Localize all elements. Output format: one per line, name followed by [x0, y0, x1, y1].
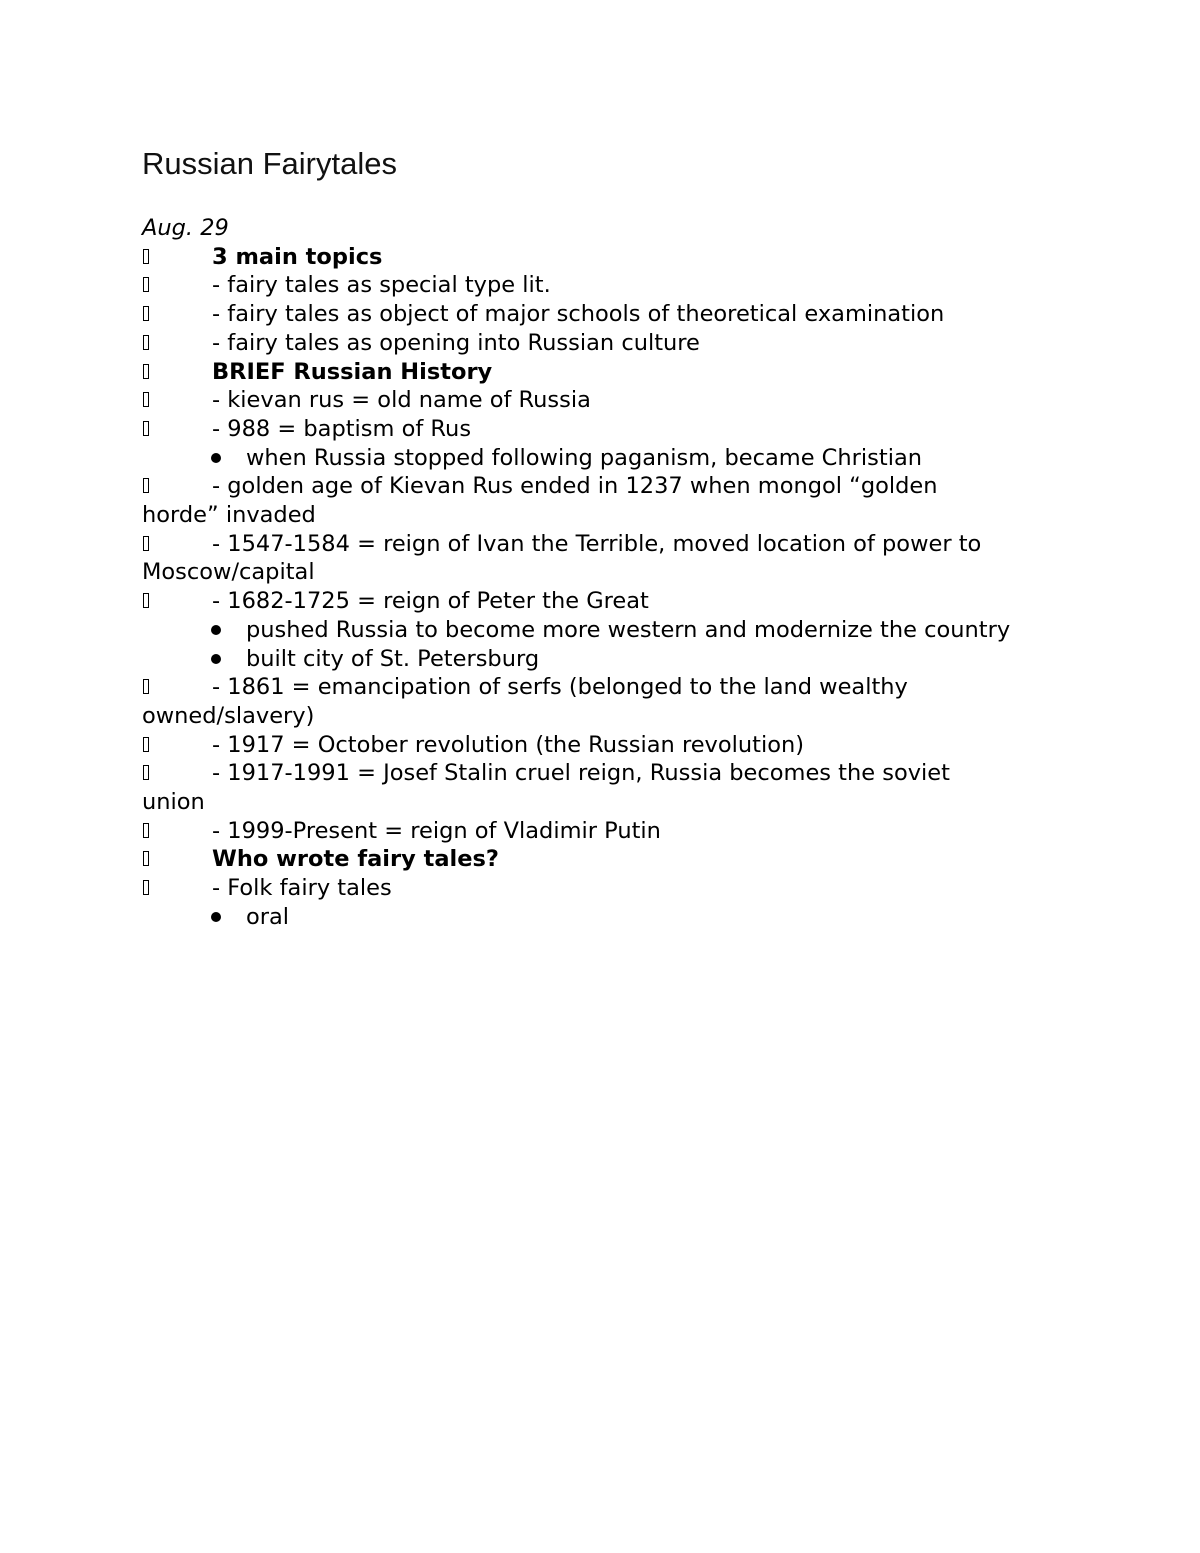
- note-line: [142, 300, 1062, 329]
- note-text-continuation: owned/slavery): [142, 702, 315, 729]
- note-text: - 1917-1991 = Josef Stalin cruel reign, Russia becomes the soviet: [212, 760, 950, 787]
- note-line: [142, 415, 1062, 444]
- box-glyph-icon: [142, 358, 154, 387]
- note-text: - fairy tales as opening into Russian culture: [212, 329, 700, 356]
- note-line: [142, 817, 1062, 846]
- date-line: Aug. 29: [142, 215, 229, 241]
- box-glyph-icon: [142, 386, 154, 415]
- document-title: Russian Fairytales: [142, 146, 397, 181]
- bullet-dot-icon: [211, 625, 221, 635]
- note-line: [142, 472, 1062, 529]
- note-line: [142, 329, 1062, 358]
- note-text-continuation: horde” invaded: [142, 502, 316, 529]
- box-glyph-icon: [142, 271, 154, 300]
- bullet-line: [142, 903, 1062, 932]
- bullet-line: [142, 645, 1062, 674]
- note-line: [142, 759, 1062, 816]
- box-glyph-icon: [142, 673, 154, 702]
- box-glyph-icon: [142, 243, 154, 272]
- note-line: [142, 731, 1062, 760]
- box-glyph-icon: [142, 759, 154, 788]
- box-glyph-icon: [142, 472, 154, 501]
- box-glyph-icon: [142, 587, 154, 616]
- note-text: - 1861 = emancipation of serfs (belonged to the land wealthy: [212, 674, 908, 701]
- bullet-line: [142, 444, 1062, 473]
- note-line: [142, 358, 1062, 387]
- note-text: - 1917 = October revolution (the Russian revolution): [212, 731, 805, 758]
- section-heading: 3 main topics: [212, 243, 383, 270]
- bullet-text: oral: [246, 903, 290, 930]
- section-heading: BRIEF Russian History: [212, 358, 493, 385]
- bullet-dot-icon: [211, 453, 221, 463]
- note-text-continuation: Moscow/capital: [142, 559, 315, 586]
- bullet-text: when Russia stopped following paganism, became Christian: [246, 444, 922, 471]
- bullet-text: built city of St. Petersburg: [246, 645, 540, 672]
- note-text: - fairy tales as object of major schools of theoretical examination: [212, 301, 945, 328]
- note-line: [142, 673, 1062, 730]
- note-line: [142, 271, 1062, 300]
- note-text: - 1547-1584 = reign of Ivan the Terrible, moved location of power to: [212, 530, 982, 557]
- box-glyph-icon: [142, 731, 154, 760]
- note-line: [142, 587, 1062, 616]
- box-glyph-icon: [142, 329, 154, 358]
- note-text: - 1682-1725 = reign of Peter the Great: [212, 588, 649, 615]
- note-line: [142, 874, 1062, 903]
- box-glyph-icon: [142, 530, 154, 559]
- note-text-continuation: union: [142, 789, 205, 816]
- note-text: - 1999-Present = reign of Vladimir Putin: [212, 817, 661, 844]
- note-line: [142, 386, 1062, 415]
- note-text: - kievan rus = old name of Russia: [212, 387, 591, 414]
- bullet-line: [142, 616, 1062, 645]
- note-line: [142, 845, 1062, 874]
- note-line: [142, 530, 1062, 587]
- bullet-dot-icon: [211, 654, 221, 664]
- note-text: - golden age of Kievan Rus ended in 1237 when mongol “golden: [212, 473, 938, 500]
- section-heading: Who wrote fairy tales?: [212, 846, 499, 873]
- box-glyph-icon: [142, 845, 154, 874]
- box-glyph-icon: [142, 415, 154, 444]
- note-line: [142, 243, 1062, 272]
- box-glyph-icon: [142, 300, 154, 329]
- box-glyph-icon: [142, 817, 154, 846]
- bullet-dot-icon: [211, 912, 221, 922]
- bullet-text: pushed Russia to become more western and modernize the country: [246, 616, 1011, 643]
- note-text: - fairy tales as special type lit.: [212, 272, 551, 299]
- box-glyph-icon: [142, 874, 154, 903]
- note-text: - Folk fairy tales: [212, 875, 392, 902]
- notes-body: [142, 214, 1062, 932]
- note-text: - 988 = baptism of Rus: [212, 415, 472, 442]
